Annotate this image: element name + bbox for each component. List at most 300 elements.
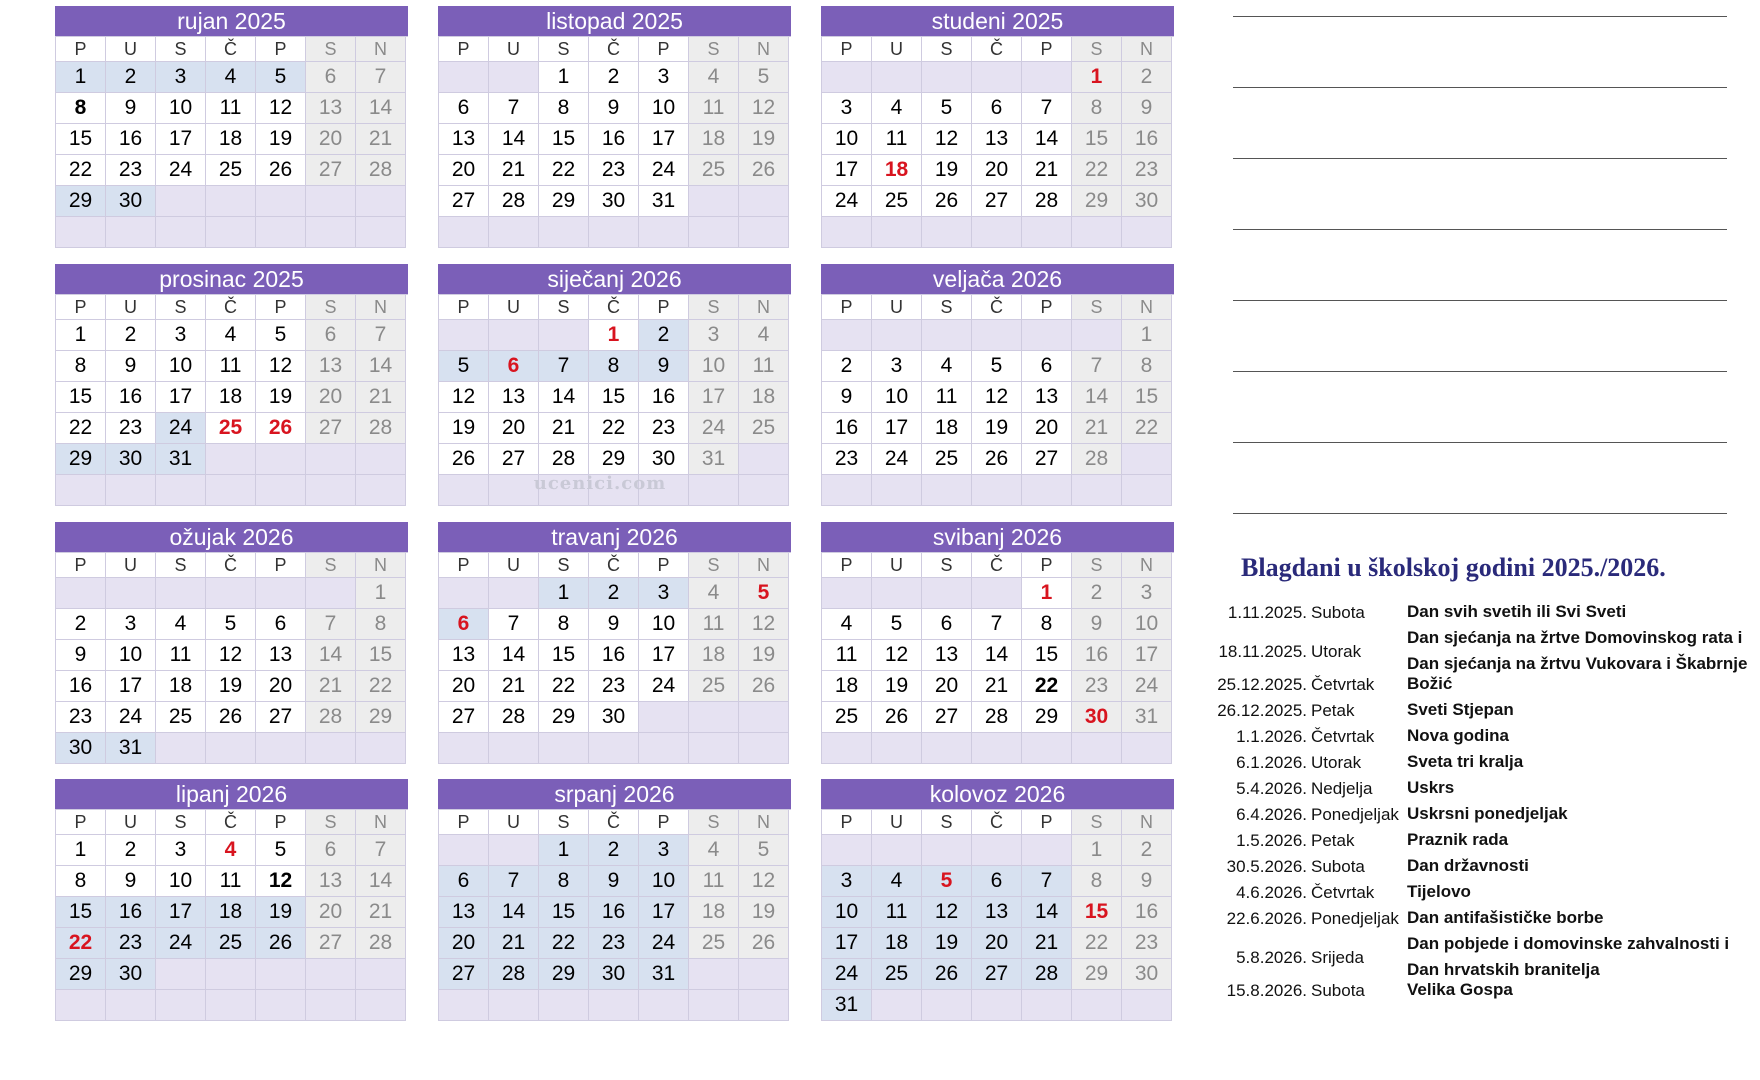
holiday-date: 1.11.2025. xyxy=(1227,603,1307,622)
empty-cell xyxy=(306,733,356,764)
empty-cell xyxy=(206,578,256,609)
empty-cell xyxy=(356,475,406,506)
day-cell: 6 xyxy=(306,62,356,93)
month-title: rujan 2025 xyxy=(55,6,408,36)
day-cell: 25 xyxy=(739,413,789,444)
empty-cell xyxy=(922,733,972,764)
day-cell: 22 xyxy=(589,413,639,444)
day-cell: 1 xyxy=(1072,62,1122,93)
empty-cell xyxy=(106,578,156,609)
day-cell: 16 xyxy=(1122,124,1172,155)
day-cell: 6 xyxy=(489,351,539,382)
day-cell: 9 xyxy=(106,93,156,124)
day-cell: 27 xyxy=(439,702,489,733)
weekday-header: S xyxy=(539,37,589,62)
day-cell: 14 xyxy=(1022,124,1072,155)
empty-cell xyxy=(972,62,1022,93)
weekday-header: P xyxy=(1022,810,1072,835)
day-cell: 5 xyxy=(256,835,306,866)
empty-cell xyxy=(739,702,789,733)
day-cell: 1 xyxy=(56,320,106,351)
day-cell: 22 xyxy=(56,413,106,444)
day-cell: 14 xyxy=(356,93,406,124)
day-cell: 26 xyxy=(739,671,789,702)
holiday-name: Tijelovo xyxy=(1407,882,1471,901)
day-cell: 2 xyxy=(1122,62,1172,93)
day-cell: 14 xyxy=(1022,897,1072,928)
day-cell: 17 xyxy=(639,897,689,928)
weekday-header: P xyxy=(256,37,306,62)
day-cell: 27 xyxy=(972,959,1022,990)
day-cell: 8 xyxy=(1072,93,1122,124)
day-cell: 27 xyxy=(489,444,539,475)
empty-cell xyxy=(739,733,789,764)
day-cell: 19 xyxy=(922,155,972,186)
day-cell: 23 xyxy=(106,155,156,186)
day-cell: 16 xyxy=(639,382,689,413)
day-cell: 17 xyxy=(156,897,206,928)
day-cell: 3 xyxy=(156,62,206,93)
day-cell: 29 xyxy=(356,702,406,733)
day-cell: 16 xyxy=(589,897,639,928)
day-cell: 22 xyxy=(1072,928,1122,959)
day-cell: 16 xyxy=(822,413,872,444)
empty-cell xyxy=(306,444,356,475)
holiday-day: Petak xyxy=(1311,831,1355,850)
empty-cell xyxy=(822,62,872,93)
weekday-header: P xyxy=(256,295,306,320)
holiday-date: 22.6.2026. xyxy=(1226,909,1307,928)
day-cell: 5 xyxy=(972,351,1022,382)
weekday-header: P xyxy=(822,553,872,578)
note-line xyxy=(1233,87,1727,88)
holiday-name: Praznik rada xyxy=(1407,830,1509,849)
day-cell: 2 xyxy=(106,320,156,351)
day-cell: 19 xyxy=(206,671,256,702)
empty-cell xyxy=(356,217,406,248)
empty-cell xyxy=(439,62,489,93)
day-cell: 8 xyxy=(589,351,639,382)
day-cell: 4 xyxy=(872,93,922,124)
empty-cell xyxy=(56,990,106,1021)
day-cell: 4 xyxy=(689,578,739,609)
weekday-header: S xyxy=(689,810,739,835)
day-cell: 24 xyxy=(156,155,206,186)
day-cell: 24 xyxy=(106,702,156,733)
weekday-header: S xyxy=(306,810,356,835)
holiday-day: Srijeda xyxy=(1311,948,1364,967)
day-cell: 15 xyxy=(1072,897,1122,928)
day-cell: 8 xyxy=(539,609,589,640)
empty-cell xyxy=(1122,475,1172,506)
day-cell: 3 xyxy=(689,320,739,351)
weekday-header: N xyxy=(356,295,406,320)
day-cell: 18 xyxy=(689,640,739,671)
weekday-header: Č xyxy=(206,295,256,320)
month-title: svibanj 2026 xyxy=(821,522,1174,552)
empty-cell xyxy=(1022,320,1072,351)
empty-cell xyxy=(872,217,922,248)
weekday-header: P xyxy=(256,810,306,835)
empty-cell xyxy=(439,733,489,764)
empty-cell xyxy=(639,990,689,1021)
holiday-date: 4.6.2026. xyxy=(1236,883,1307,902)
day-cell: 1 xyxy=(56,835,106,866)
empty-cell xyxy=(539,320,589,351)
holiday-name: Dan državnosti xyxy=(1407,856,1529,875)
holiday-name: Sveti Stjepan xyxy=(1407,700,1514,719)
day-cell: 20 xyxy=(922,671,972,702)
weekday-header: Č xyxy=(206,553,256,578)
day-cell: 24 xyxy=(689,413,739,444)
empty-cell xyxy=(206,959,256,990)
day-cell: 24 xyxy=(1122,671,1172,702)
weekday-header: P xyxy=(822,37,872,62)
month-title: veljača 2026 xyxy=(821,264,1174,294)
empty-cell xyxy=(489,217,539,248)
day-cell: 5 xyxy=(739,578,789,609)
holiday-date: 6.1.2026. xyxy=(1236,753,1307,772)
empty-cell xyxy=(822,217,872,248)
day-cell: 1 xyxy=(1072,835,1122,866)
weekday-header: U xyxy=(489,37,539,62)
empty-cell xyxy=(1022,475,1072,506)
weekday-header: S xyxy=(306,37,356,62)
day-cell: 18 xyxy=(872,155,922,186)
weekday-header: P xyxy=(639,810,689,835)
empty-cell xyxy=(589,990,639,1021)
day-cell: 7 xyxy=(972,609,1022,640)
day-cell: 22 xyxy=(356,671,406,702)
day-cell: 1 xyxy=(539,835,589,866)
empty-cell xyxy=(872,578,922,609)
holiday-name: Uskrs xyxy=(1407,778,1455,797)
empty-cell xyxy=(489,733,539,764)
weekday-header: P xyxy=(1022,37,1072,62)
day-cell: 27 xyxy=(439,959,489,990)
day-cell: 6 xyxy=(972,93,1022,124)
day-cell: 21 xyxy=(489,155,539,186)
day-cell: 17 xyxy=(822,928,872,959)
day-cell: 9 xyxy=(56,640,106,671)
weekday-header: P xyxy=(56,810,106,835)
day-cell: 3 xyxy=(156,320,206,351)
day-cell: 4 xyxy=(689,62,739,93)
empty-cell xyxy=(439,990,489,1021)
day-cell: 1 xyxy=(589,320,639,351)
day-cell: 9 xyxy=(1122,866,1172,897)
day-cell: 22 xyxy=(1072,155,1122,186)
weekday-header: Č xyxy=(972,553,1022,578)
day-cell: 3 xyxy=(639,62,689,93)
weekday-header: P xyxy=(1022,295,1072,320)
month-title: siječanj 2026 xyxy=(438,264,791,294)
day-cell: 23 xyxy=(589,928,639,959)
month-title: studeni 2025 xyxy=(821,6,1174,36)
day-cell: 15 xyxy=(56,897,106,928)
day-cell: 7 xyxy=(356,320,406,351)
empty-cell xyxy=(639,217,689,248)
empty-cell xyxy=(439,217,489,248)
month-7 xyxy=(438,522,791,767)
day-cell: 4 xyxy=(822,609,872,640)
day-cell: 28 xyxy=(356,413,406,444)
day-cell: 27 xyxy=(256,702,306,733)
day-cell: 14 xyxy=(489,897,539,928)
holiday-day: Subota xyxy=(1311,603,1365,622)
day-cell: 28 xyxy=(489,959,539,990)
day-cell: 30 xyxy=(639,444,689,475)
day-cell: 1 xyxy=(56,62,106,93)
weekday-header: S xyxy=(539,810,589,835)
holiday-date: 25.12.2025. xyxy=(1217,675,1307,694)
month-grid xyxy=(438,36,791,248)
holiday-day: Četvrtak xyxy=(1311,675,1375,694)
day-cell: 16 xyxy=(106,124,156,155)
day-cell: 26 xyxy=(739,928,789,959)
day-cell: 7 xyxy=(489,93,539,124)
day-cell: 12 xyxy=(206,640,256,671)
day-cell: 15 xyxy=(539,124,589,155)
day-cell: 14 xyxy=(489,124,539,155)
empty-cell xyxy=(1122,217,1172,248)
day-cell: 11 xyxy=(922,382,972,413)
day-cell: 29 xyxy=(56,186,106,217)
empty-cell xyxy=(156,733,206,764)
weekday-header: N xyxy=(1122,810,1172,835)
day-cell: 19 xyxy=(256,897,306,928)
day-cell: 2 xyxy=(56,609,106,640)
empty-cell xyxy=(1022,62,1072,93)
day-cell: 28 xyxy=(489,702,539,733)
day-cell: 11 xyxy=(206,351,256,382)
weekday-header: S xyxy=(1072,295,1122,320)
empty-cell xyxy=(872,990,922,1021)
month-grid xyxy=(55,36,408,248)
day-cell: 27 xyxy=(306,155,356,186)
holiday-name: Dan pobjede i domovinske zahvalnosti i Dan hrvatskih branitelja xyxy=(1407,934,1730,979)
day-cell: 18 xyxy=(822,671,872,702)
day-cell: 18 xyxy=(206,382,256,413)
empty-cell xyxy=(106,990,156,1021)
day-cell: 2 xyxy=(589,835,639,866)
weekday-header: S xyxy=(1072,553,1122,578)
weekday-header: P xyxy=(439,553,489,578)
day-cell: 4 xyxy=(206,62,256,93)
weekday-header: U xyxy=(489,295,539,320)
day-cell: 2 xyxy=(639,320,689,351)
day-cell: 12 xyxy=(739,93,789,124)
empty-cell xyxy=(439,578,489,609)
empty-cell xyxy=(589,217,639,248)
empty-cell xyxy=(972,835,1022,866)
day-cell: 2 xyxy=(106,62,156,93)
day-cell: 29 xyxy=(539,186,589,217)
day-cell: 14 xyxy=(1072,382,1122,413)
empty-cell xyxy=(539,217,589,248)
empty-cell xyxy=(206,733,256,764)
day-cell: 21 xyxy=(489,928,539,959)
empty-cell xyxy=(356,990,406,1021)
empty-cell xyxy=(256,186,306,217)
holiday-date: 6.4.2026. xyxy=(1236,805,1307,824)
empty-cell xyxy=(156,959,206,990)
weekday-header: Č xyxy=(589,295,639,320)
empty-cell xyxy=(1022,733,1072,764)
day-cell: 26 xyxy=(256,928,306,959)
day-cell: 16 xyxy=(106,382,156,413)
empty-cell xyxy=(489,990,539,1021)
weekday-header: U xyxy=(489,553,539,578)
day-cell: 20 xyxy=(972,928,1022,959)
day-cell: 25 xyxy=(206,928,256,959)
month-grid xyxy=(438,552,791,764)
empty-cell xyxy=(306,959,356,990)
day-cell: 10 xyxy=(689,351,739,382)
day-cell: 25 xyxy=(922,444,972,475)
empty-cell xyxy=(356,444,406,475)
day-cell: 25 xyxy=(689,671,739,702)
holiday-day: Četvrtak xyxy=(1311,883,1375,902)
day-cell: 23 xyxy=(1122,928,1172,959)
month-title: travanj 2026 xyxy=(438,522,791,552)
day-cell: 3 xyxy=(822,93,872,124)
month-title: kolovoz 2026 xyxy=(821,779,1174,809)
day-cell: 8 xyxy=(356,609,406,640)
day-cell: 29 xyxy=(56,444,106,475)
empty-cell xyxy=(489,62,539,93)
holiday-name: Velika Gospa xyxy=(1407,980,1513,999)
weekday-header: N xyxy=(739,37,789,62)
day-cell: 28 xyxy=(356,155,406,186)
month-6 xyxy=(55,522,408,767)
note-line xyxy=(1233,158,1727,159)
day-cell: 4 xyxy=(206,835,256,866)
empty-cell xyxy=(256,475,306,506)
day-cell: 25 xyxy=(689,155,739,186)
day-cell: 3 xyxy=(639,835,689,866)
weekday-header: P xyxy=(56,37,106,62)
month-title: listopad 2025 xyxy=(438,6,791,36)
weekday-header: P xyxy=(56,295,106,320)
empty-cell xyxy=(739,959,789,990)
day-cell: 14 xyxy=(972,640,1022,671)
day-cell: 5 xyxy=(739,835,789,866)
day-cell: 19 xyxy=(739,897,789,928)
day-cell: 28 xyxy=(356,928,406,959)
day-cell: 18 xyxy=(739,382,789,413)
day-cell: 13 xyxy=(439,640,489,671)
day-cell: 28 xyxy=(972,702,1022,733)
weekday-header: U xyxy=(106,37,156,62)
day-cell: 28 xyxy=(539,444,589,475)
day-cell: 22 xyxy=(539,155,589,186)
day-cell: 26 xyxy=(439,444,489,475)
day-cell: 8 xyxy=(1072,866,1122,897)
holiday-name: Uskrsni ponedjeljak xyxy=(1407,804,1568,823)
day-cell: 8 xyxy=(539,93,589,124)
month-5 xyxy=(821,264,1174,509)
day-cell: 9 xyxy=(1122,93,1172,124)
day-cell: 6 xyxy=(972,866,1022,897)
day-cell: 6 xyxy=(439,609,489,640)
weekday-header: P xyxy=(56,553,106,578)
empty-cell xyxy=(589,733,639,764)
day-cell: 30 xyxy=(106,959,156,990)
empty-cell xyxy=(156,578,206,609)
empty-cell xyxy=(739,990,789,1021)
weekday-header: S xyxy=(539,553,589,578)
day-cell: 5 xyxy=(922,93,972,124)
empty-cell xyxy=(206,475,256,506)
day-cell: 9 xyxy=(589,609,639,640)
day-cell: 17 xyxy=(639,124,689,155)
day-cell: 26 xyxy=(206,702,256,733)
day-cell: 31 xyxy=(639,186,689,217)
weekday-header: U xyxy=(872,37,922,62)
empty-cell xyxy=(539,990,589,1021)
day-cell: 25 xyxy=(822,702,872,733)
month-grid xyxy=(55,809,408,1021)
day-cell: 12 xyxy=(922,124,972,155)
day-cell: 26 xyxy=(739,155,789,186)
day-cell: 20 xyxy=(256,671,306,702)
day-cell: 18 xyxy=(872,928,922,959)
weekday-header: S xyxy=(689,295,739,320)
day-cell: 15 xyxy=(539,640,589,671)
month-grid xyxy=(438,809,791,1021)
day-cell: 16 xyxy=(106,897,156,928)
weekday-header: P xyxy=(439,810,489,835)
day-cell: 5 xyxy=(256,320,306,351)
empty-cell xyxy=(739,475,789,506)
empty-cell xyxy=(439,475,489,506)
day-cell: 2 xyxy=(589,578,639,609)
day-cell: 10 xyxy=(822,897,872,928)
day-cell: 24 xyxy=(156,413,206,444)
holiday-day: Subota xyxy=(1311,857,1365,876)
day-cell: 2 xyxy=(1122,835,1172,866)
day-cell: 26 xyxy=(922,186,972,217)
day-cell: 10 xyxy=(822,124,872,155)
day-cell: 21 xyxy=(356,382,406,413)
empty-cell xyxy=(306,578,356,609)
empty-cell xyxy=(872,475,922,506)
empty-cell xyxy=(256,444,306,475)
empty-cell xyxy=(1122,444,1172,475)
month-title: ožujak 2026 xyxy=(55,522,408,552)
day-cell: 9 xyxy=(106,866,156,897)
weekday-header: P xyxy=(639,295,689,320)
empty-cell xyxy=(872,62,922,93)
day-cell: 30 xyxy=(106,186,156,217)
day-cell: 20 xyxy=(972,155,1022,186)
empty-cell xyxy=(972,990,1022,1021)
day-cell: 23 xyxy=(56,702,106,733)
day-cell: 31 xyxy=(106,733,156,764)
weekday-header: U xyxy=(872,295,922,320)
day-cell: 14 xyxy=(539,382,589,413)
day-cell: 9 xyxy=(1072,609,1122,640)
day-cell: 7 xyxy=(1022,93,1072,124)
empty-cell xyxy=(1122,990,1172,1021)
day-cell: 21 xyxy=(1022,155,1072,186)
empty-cell xyxy=(739,186,789,217)
day-cell: 3 xyxy=(872,351,922,382)
weekday-header: N xyxy=(1122,37,1172,62)
day-cell: 2 xyxy=(589,62,639,93)
day-cell: 20 xyxy=(489,413,539,444)
